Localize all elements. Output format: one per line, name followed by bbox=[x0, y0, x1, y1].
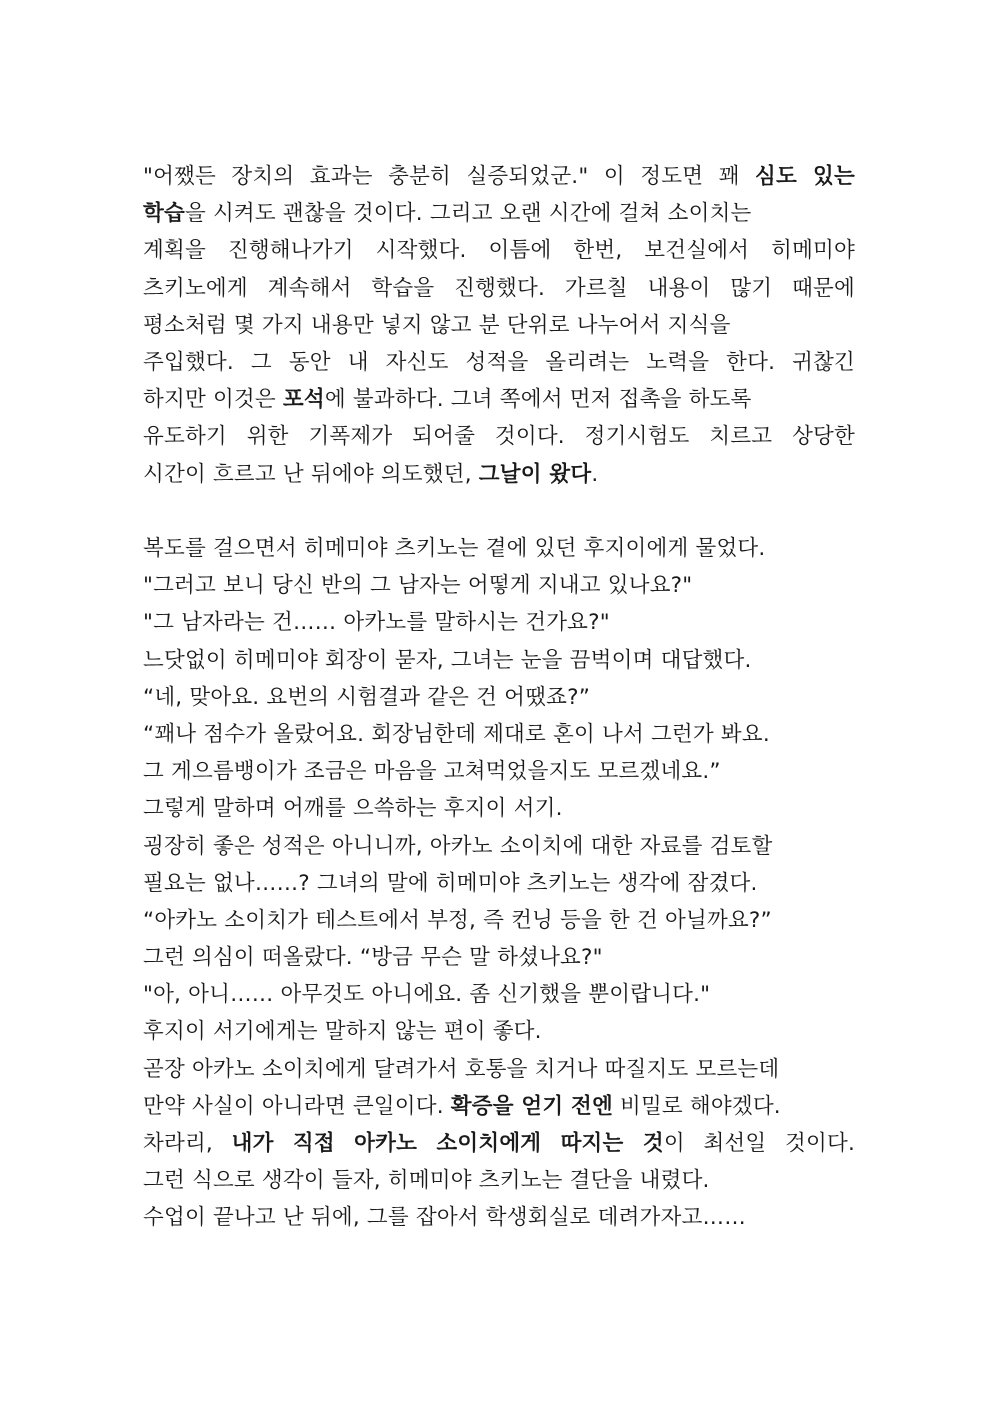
bold-text-segment: 학습 bbox=[143, 201, 185, 227]
text-segment: 유도하기 위한 기폭제가 되어줄 것이다. 정기시험도 치르고 상당한 bbox=[143, 424, 855, 450]
text-line bbox=[143, 456, 855, 493]
text-segment: 그런 식으로 생각이 들자, 히메미야 츠키노는 결단을 내렸다. bbox=[143, 1168, 710, 1194]
text-segment: 복도를 걸으면서 히메미야 츠키노는 곁에 있던 후지이에게 물었다. bbox=[143, 536, 766, 561]
text-line bbox=[143, 270, 855, 307]
text-line bbox=[143, 604, 855, 641]
text-segment: "그러고 보니 당신 반의 그 남자는 어떻게 지내고 있나요?" bbox=[143, 573, 693, 599]
text-segment: 후지이 서기에게는 말하지 않는 편이 좋다. bbox=[143, 1019, 542, 1045]
text-segment: “꽤나 점수가 올랐어요. 회장님한데 제대로 혼이 나서 그런가 봐요. bbox=[143, 721, 770, 747]
text-segment: 계획을 진행해나가기 시작했다. 이틈에 한번, 보건실에서 히메미야 bbox=[143, 238, 855, 264]
text-segment: "아, 아니…… 아무것도 아니에요. 좀 신기했을 뿐이랍니다." bbox=[143, 982, 711, 1008]
text-segment: 그렇게 말하며 어깨를 으쓱하는 후지이 서기. bbox=[143, 796, 563, 822]
text-line bbox=[143, 1088, 855, 1125]
text-segment: 에 불과하다. 그녀 쪽에서 먼저 접촉을 하도록 bbox=[324, 387, 752, 413]
text-segment: 차라리, bbox=[143, 1131, 232, 1156]
text-line bbox=[143, 790, 855, 827]
bold-text-segment: 심도 있는 bbox=[755, 164, 855, 189]
text-segment: 느닷없이 히메미야 회장이 묻자, 그녀는 눈을 끔벅이며 대답했다. bbox=[143, 647, 752, 673]
paragraph-1 bbox=[143, 158, 855, 493]
text-segment: 필요는 없나……? 그녀의 말에 히메미야 츠키노는 생각에 잠겼다. bbox=[143, 870, 758, 896]
text-line bbox=[143, 828, 855, 865]
text-line bbox=[143, 344, 855, 381]
text-segment: 만약 사실이 아니라면 큰일이다. bbox=[143, 1093, 451, 1119]
text-line bbox=[143, 158, 855, 195]
text-segment: 츠키노에게 계속해서 학습을 진행했다. 가르칠 내용이 많기 때문에 bbox=[143, 275, 855, 301]
bold-text-segment: 그날이 왔다 bbox=[478, 461, 592, 487]
text-segment: 곧장 아카노 소이치에게 달려가서 호통을 치거나 따질지도 모르는데 bbox=[143, 1056, 780, 1082]
text-segment: "어쨌든 장치의 효과는 충분히 실증되었군." 이 정도면 꽤 bbox=[143, 164, 756, 189]
text-line bbox=[143, 1125, 855, 1162]
text-segment: 그런 의심이 떠올랐다. “방금 무슨 말 하셨나요?" bbox=[143, 945, 603, 971]
text-segment: 굉장히 좋은 성적은 아니니까, 아카노 소이치에 대한 자료를 검토할 bbox=[143, 833, 773, 859]
text-line bbox=[143, 939, 855, 976]
text-segment: “네, 맞아요. 요번의 시험결과 같은 건 어땠죠?” bbox=[143, 684, 591, 710]
text-line bbox=[143, 902, 855, 939]
text-line bbox=[143, 716, 855, 753]
text-segment: "그 남자라는 건…… 아카노를 말하시는 건가요?" bbox=[143, 610, 610, 636]
text-segment: . bbox=[591, 461, 599, 487]
text-line bbox=[143, 865, 855, 902]
bold-text-segment: 확증을 얻기 전엔 bbox=[450, 1093, 613, 1119]
text-segment: 비밀로 해야겠다. bbox=[612, 1093, 781, 1119]
text-line bbox=[143, 1013, 855, 1050]
text-segment: 그 게으름뱅이가 조금은 마음을 고쳐먹었을지도 모르겠네요.” bbox=[143, 759, 721, 785]
text-line bbox=[143, 642, 855, 679]
text-segment: 시간이 흐르고 난 뒤에야 의도했던, bbox=[143, 461, 479, 487]
text-segment: 수업이 끝나고 난 뒤에, 그를 잡아서 학생회실로 데려가자고…… bbox=[143, 1205, 746, 1231]
paragraph-2 bbox=[143, 530, 855, 1237]
text-line bbox=[143, 1051, 855, 1088]
text-line bbox=[143, 567, 855, 604]
text-line bbox=[143, 1162, 855, 1199]
bold-text-segment: 포석 bbox=[282, 387, 325, 413]
text-line bbox=[143, 1199, 855, 1236]
text-segment: “아카노 소이치가 테스트에서 부정, 즉 컨닝 등을 한 건 아닐까요?” bbox=[143, 907, 772, 933]
text-line bbox=[143, 418, 855, 455]
text-line bbox=[143, 307, 855, 344]
text-line bbox=[143, 195, 855, 232]
text-segment: 평소처럼 몇 가지 내용만 넣지 않고 분 단위로 나누어서 지식을 bbox=[143, 312, 731, 338]
text-line bbox=[143, 679, 855, 716]
text-line bbox=[143, 976, 855, 1013]
text-segment: 하지만 이것은 bbox=[143, 387, 283, 413]
text-segment: 이 최선일 것이다. bbox=[663, 1131, 855, 1156]
text-line bbox=[143, 753, 855, 790]
text-line bbox=[143, 232, 855, 269]
text-segment: 을 시켜도 괜찮을 것이다. 그리고 오랜 시간에 걸쳐 소이치는 bbox=[184, 201, 752, 227]
bold-text-segment: 내가 직접 아카노 소이치에게 따지는 것 bbox=[231, 1131, 664, 1156]
text-line bbox=[143, 530, 855, 567]
text-line bbox=[143, 381, 855, 418]
text-segment: 주입했다. 그 동안 내 자신도 성적을 올리려는 노력을 한다. 귀찮긴 bbox=[143, 349, 855, 375]
